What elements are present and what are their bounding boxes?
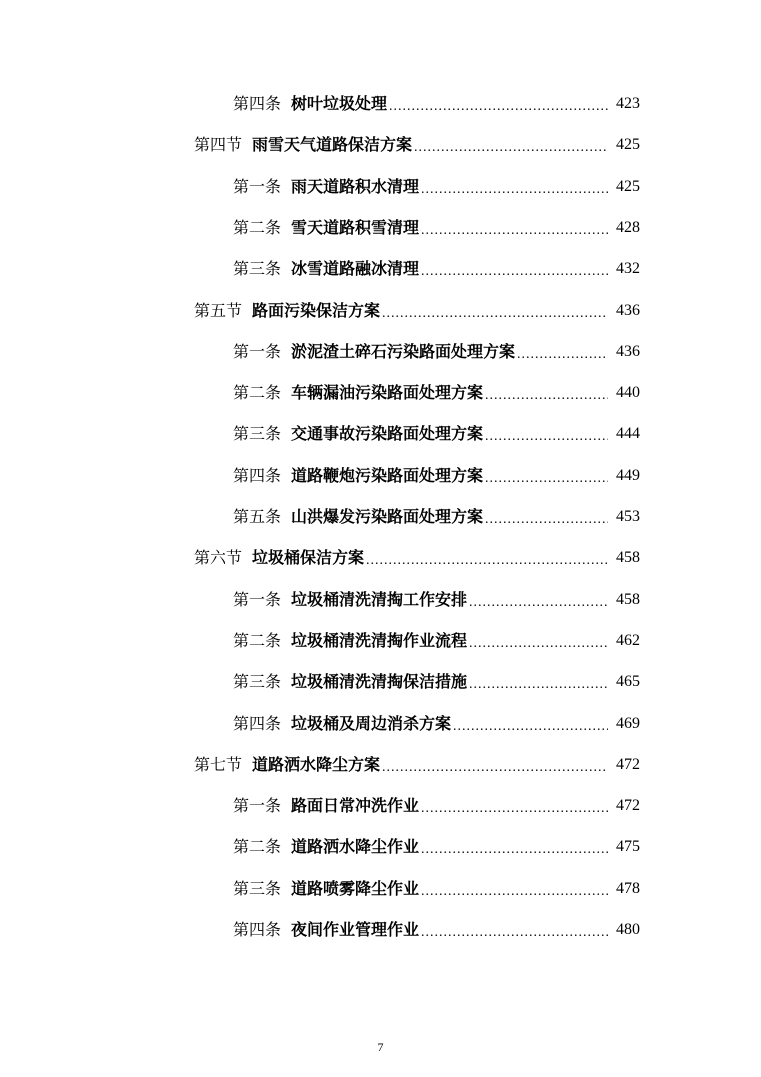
toc-entry-page: 478 [616, 879, 640, 897]
toc-entry-page: 432 [616, 260, 640, 278]
toc-dot-leader [421, 874, 608, 904]
toc-entry-page: 469 [616, 714, 640, 732]
toc-entry-title: 淤泥渣土碎石污染路面处理方案 [291, 341, 516, 361]
toc-entry-title: 雨雪天气道路保洁方案 [252, 135, 413, 155]
toc-entry-prefix: 第四条 [233, 94, 282, 113]
toc-entry-prefix: 第二条 [233, 383, 282, 403]
toc-article-entry[interactable] [0, 502, 761, 532]
toc-dot-leader [382, 750, 608, 780]
toc-dot-leader [421, 915, 608, 945]
toc-entry-title: 雪天道路积雪清理 [291, 217, 420, 237]
toc-section-entry[interactable] [0, 543, 761, 573]
toc-entry-prefix: 第一条 [233, 796, 282, 816]
toc-entry-prefix: 第三条 [233, 672, 282, 692]
toc-article-entry[interactable] [0, 626, 761, 656]
toc-article-entry[interactable] [0, 709, 761, 739]
toc-entry-title: 冰雪道路融冰清理 [291, 259, 420, 279]
toc-entry-prefix: 第一条 [233, 341, 282, 361]
toc-entry-page: 453 [616, 508, 640, 525]
toc-entry-prefix: 第五节 [194, 300, 243, 320]
toc-entry-title: 路面日常冲洗作业 [291, 796, 420, 816]
toc-article-entry[interactable] [0, 832, 761, 862]
toc-dot-leader [485, 502, 608, 532]
toc-entry-prefix: 第四条 [233, 920, 282, 939]
toc-entry-prefix: 第一条 [233, 589, 282, 609]
page-number: 7 [377, 1040, 384, 1054]
toc-dot-leader [421, 832, 608, 862]
toc-article-entry[interactable] [0, 172, 761, 202]
toc-article-entry[interactable] [0, 213, 761, 243]
toc-entry-title: 交通事故污染路面处理方案 [291, 424, 484, 444]
toc-entry-prefix: 第七节 [194, 754, 243, 774]
toc-dot-leader [485, 378, 608, 408]
toc-entry-page: 475 [616, 838, 640, 856]
toc-entry-page: 440 [616, 384, 640, 402]
toc-dot-leader [382, 296, 608, 326]
toc-article-entry[interactable] [0, 254, 761, 284]
toc-entry-prefix: 第五条 [233, 507, 282, 526]
toc-dot-leader [469, 585, 608, 615]
toc-article-entry[interactable] [0, 89, 761, 119]
toc-entry-page: 458 [616, 549, 640, 567]
toc-entry-title: 雨天道路积水清理 [291, 176, 420, 196]
toc-entry-page: 425 [616, 177, 640, 195]
toc-entry-title: 道路洒水降尘方案 [252, 754, 381, 774]
toc-entry-title: 路面污染保洁方案 [252, 300, 381, 320]
toc-entry-page: 425 [616, 136, 640, 154]
toc-dot-leader [421, 213, 608, 243]
toc-dot-leader [485, 419, 608, 449]
toc-dot-leader [469, 667, 608, 697]
toc-section-entry[interactable] [0, 750, 761, 780]
toc-dot-leader [389, 89, 608, 119]
toc-entry-prefix: 第二条 [233, 837, 282, 857]
toc-article-entry[interactable] [0, 337, 761, 367]
toc-dot-leader [366, 543, 608, 573]
toc-entry-page: 436 [616, 301, 640, 319]
toc-dot-leader [421, 172, 608, 202]
toc-entry-title: 道路喷雾降尘作业 [291, 878, 420, 898]
toc-entry-title: 车辆漏油污染路面处理方案 [291, 383, 484, 403]
toc-entry-page: 480 [616, 921, 640, 938]
toc-dot-leader [469, 626, 608, 656]
toc-article-entry[interactable] [0, 378, 761, 408]
toc-entry-title: 道路鞭炮污染路面处理方案 [291, 465, 484, 485]
toc-entry-prefix: 第六节 [194, 548, 243, 568]
toc-entry-page: 465 [616, 673, 640, 691]
toc-entry-prefix: 第四条 [233, 465, 282, 485]
toc-entry-title: 垃圾桶及周边消杀方案 [291, 713, 452, 733]
toc-dot-leader [421, 791, 608, 821]
toc-entry-page: 444 [616, 425, 640, 443]
toc-entry-title: 道路洒水降尘作业 [291, 837, 420, 857]
toc-article-entry[interactable] [0, 461, 761, 491]
toc-article-entry[interactable] [0, 874, 761, 904]
toc-entry-page: 428 [616, 218, 640, 236]
toc-entry-title: 垃圾桶清洗清掏作业流程 [291, 630, 468, 650]
toc-section-entry[interactable] [0, 130, 761, 160]
toc-entry-prefix: 第四条 [233, 713, 282, 733]
toc-entry-page: 423 [616, 95, 640, 112]
toc-entry-title: 树叶垃圾处理 [291, 94, 388, 113]
toc-article-entry[interactable] [0, 791, 761, 821]
toc-dot-leader [485, 461, 608, 491]
toc-entry-title: 垃圾桶保洁方案 [252, 548, 365, 568]
toc-article-entry[interactable] [0, 419, 761, 449]
toc-dot-leader [414, 130, 608, 160]
toc-entry-page: 449 [616, 466, 640, 484]
toc-entry-title: 垃圾桶清洗清掏保洁措施 [291, 672, 468, 692]
toc-entry-page: 458 [616, 590, 640, 608]
toc-section-entry[interactable] [0, 296, 761, 326]
toc-entry-page: 472 [616, 755, 640, 773]
toc-entry-prefix: 第二条 [233, 630, 282, 650]
toc-dot-leader [517, 337, 608, 367]
toc-entry-title: 垃圾桶清洗清掏工作安排 [291, 589, 468, 609]
toc-entry-page: 436 [616, 342, 640, 360]
toc-article-entry[interactable] [0, 585, 761, 615]
toc-dot-leader [421, 254, 608, 284]
toc-entry-title: 山洪爆发污染路面处理方案 [291, 507, 484, 526]
toc-entry-prefix: 第三条 [233, 878, 282, 898]
toc-entry-title: 夜间作业管理作业 [291, 920, 420, 939]
toc-article-entry[interactable] [0, 915, 761, 945]
toc-entry-prefix: 第三条 [233, 259, 282, 279]
toc-entry-prefix: 第一条 [233, 176, 282, 196]
toc-entry-prefix: 第四节 [194, 135, 243, 155]
toc-article-entry[interactable] [0, 667, 761, 697]
toc-entry-prefix: 第三条 [233, 424, 282, 444]
toc-entry-page: 472 [616, 797, 640, 815]
toc-entry-page: 462 [616, 631, 640, 649]
toc-entry-prefix: 第二条 [233, 217, 282, 237]
toc-dot-leader [453, 709, 608, 739]
